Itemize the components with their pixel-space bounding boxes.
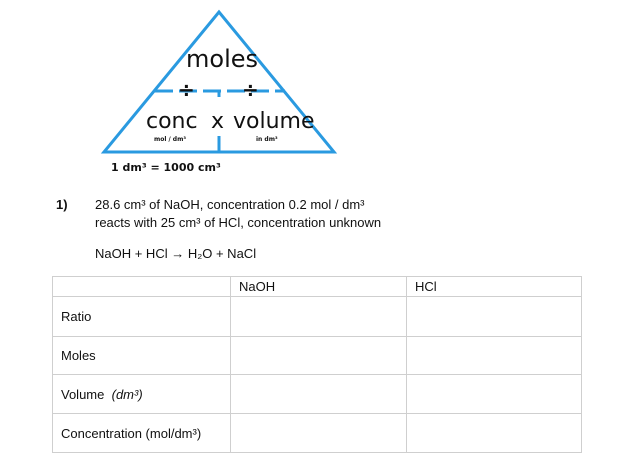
- answer-cell[interactable]: [407, 297, 582, 337]
- divide-sign: ÷: [242, 78, 259, 102]
- question-line-1: 28.6 cm³ of NaOH, concentration 0.2 mol / dm³: [95, 197, 365, 212]
- table-header-row: [53, 277, 582, 297]
- question-line-2: reacts with 25 cm³ of HCl, concentration unknown: [95, 215, 382, 230]
- table-row: [53, 414, 582, 453]
- answer-cell[interactable]: [407, 375, 582, 414]
- conc-unit: mol / dm³: [154, 136, 186, 143]
- header-cell: [53, 277, 231, 297]
- row-label: Volume: [61, 386, 105, 402]
- triangle-moles: moles: [186, 45, 258, 73]
- answer-cell[interactable]: [231, 337, 407, 375]
- answer-cell[interactable]: [231, 375, 407, 414]
- answer-cell[interactable]: [231, 414, 407, 453]
- question-number: 1): [56, 197, 68, 212]
- times-sign: x: [211, 109, 225, 134]
- row-label: Moles: [53, 337, 231, 375]
- chemical-equation: NaOH + HCl → H₂O + NaCl: [95, 246, 257, 261]
- header-hcl: HCl: [407, 277, 582, 297]
- answer-cell[interactable]: [407, 337, 582, 375]
- answer-table: [52, 276, 582, 453]
- answer-cell[interactable]: [407, 414, 582, 453]
- triangle-conc: conc: [146, 109, 198, 134]
- table-row: [53, 375, 582, 414]
- row-label: Ratio: [53, 297, 231, 337]
- header-naoh: NaOH: [231, 277, 407, 297]
- conversion-note: 1 dm³ = 1000 cm³: [111, 161, 221, 174]
- row-unit: (dm³): [111, 386, 143, 402]
- row-label-volume: [53, 375, 231, 414]
- row-label: Concentration (mol/dm³): [53, 414, 231, 453]
- divide-sign: ÷: [178, 78, 195, 102]
- answer-cell[interactable]: [231, 297, 407, 337]
- table-row: [53, 337, 582, 375]
- triangle-volume: volume: [233, 109, 315, 134]
- table-row: [53, 297, 582, 337]
- volume-unit: in dm³: [256, 136, 278, 143]
